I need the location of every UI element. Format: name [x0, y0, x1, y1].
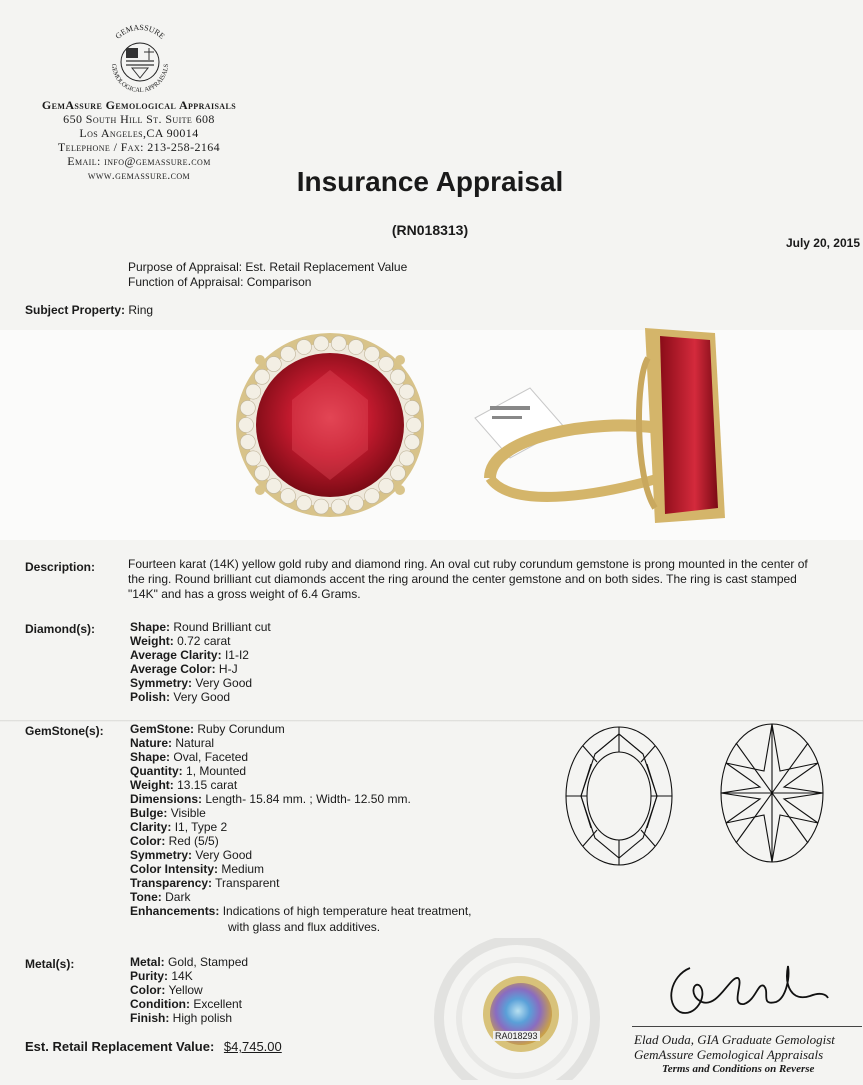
halo-diamond	[365, 346, 380, 361]
halo-diamond	[348, 495, 363, 510]
halo-diamond	[348, 340, 363, 355]
halo-diamond	[240, 435, 255, 450]
signer-company: GemAssure Gemological Appraisals	[634, 1047, 824, 1062]
signature	[660, 956, 830, 1026]
gemstone-label: GemStone(s):	[25, 724, 104, 738]
diamond-color: Average Color: H-J	[130, 662, 238, 676]
svg-text:GEMOLOGICAL APPRAISALS: GEMOLOGICAL APPRAISALS	[109, 63, 171, 95]
halo-diamond	[246, 451, 261, 466]
gemstone-color: Color: Red (5/5)	[130, 834, 219, 848]
company-website: www.gemassure.com	[87, 168, 191, 182]
company-logo	[98, 18, 182, 102]
description-label: Description:	[25, 560, 96, 574]
gemstone-details	[130, 722, 472, 934]
description-line-2: the ring. Round brilliant cut diamonds accent the ring around the center gemstone and on both sides. The ring is cast stamped	[128, 572, 797, 586]
description-line-3: "14K" and has a gross weight of 6.4 Grams.	[128, 587, 361, 601]
halo-diamond	[390, 369, 405, 384]
oval-facet-diagram-crown	[563, 724, 675, 869]
halo-diamond	[331, 336, 346, 351]
gemstone-color-intensity: Color Intensity: Medium	[130, 862, 265, 876]
gemstone-quantity: Quantity: 1, Mounted	[130, 764, 247, 778]
diamond-clarity: Average Clarity: I1-I2	[130, 648, 249, 662]
halo-diamond	[314, 336, 329, 351]
gemstone-symmetry: Symmetry: Very Good	[130, 848, 253, 862]
company-address-2: Los Angeles,CA 90014	[79, 126, 199, 140]
appraisal-number: (RN018313)	[391, 222, 469, 238]
halo-diamond	[399, 451, 414, 466]
metal-finish: Finish: High polish	[130, 1011, 233, 1025]
diamond-weight: Weight: 0.72 carat	[130, 634, 231, 648]
gemstone-weight: Weight: 13.15 carat	[130, 778, 238, 792]
diamond-shape: Shape: Round Brilliant cut	[130, 620, 271, 634]
halo-diamond	[240, 400, 255, 415]
metal-type: Metal: Gold, Stamped	[130, 955, 249, 969]
company-address-1: 650 South Hill St. Suite 608	[63, 112, 215, 126]
halo-diamond	[255, 466, 270, 481]
halo-diamond	[266, 478, 281, 493]
signer-name: Elad Ouda, GIA Graduate Gemologist	[634, 1032, 835, 1047]
metal-details	[130, 955, 248, 1025]
halo-diamond	[314, 499, 329, 514]
gemstone-clarity: Clarity: I1, Type 2	[130, 820, 228, 834]
purpose-of-appraisal: Purpose of Appraisal: Est. Retail Replacement Value	[128, 260, 408, 274]
diamond-details	[130, 620, 271, 704]
halo-diamond	[407, 418, 422, 433]
diamond-polish: Polish: Very Good	[130, 690, 231, 704]
company-name: GemAssure Gemological Appraisals	[41, 98, 237, 112]
halo-diamond	[399, 384, 414, 399]
metal-purity: Purity: 14K	[130, 969, 193, 983]
halo-diamond	[297, 495, 312, 510]
halo-diamond	[255, 369, 270, 384]
function-of-appraisal: Function of Appraisal: Comparison	[128, 275, 312, 289]
halo-diamond	[390, 466, 405, 481]
gemstone-bulge: Bulge: Visible	[130, 806, 206, 820]
halo-diamond	[379, 478, 394, 493]
halo-diamond	[331, 499, 346, 514]
diamonds-label: Diamond(s):	[25, 622, 95, 636]
halo-diamond	[297, 340, 312, 355]
hologram-code: RA018293	[495, 1031, 538, 1041]
company-email: Email: info@gemassure.com	[67, 154, 211, 168]
replacement-value-label: Est. Retail Replacement Value:	[25, 1039, 215, 1054]
metal-condition: Condition: Excellent	[130, 997, 243, 1011]
halo-diamond	[239, 418, 254, 433]
halo-diamond	[405, 435, 420, 450]
svg-text:GEMASSURE: GEMASSURE	[113, 22, 167, 41]
gemstone-transparency: Transparency: Transparent	[130, 876, 280, 890]
gemstone-type: GemStone: Ruby Corundum	[130, 722, 285, 736]
gemstone-enhancements: Enhancements: Indications of high temperature heat treatment,	[130, 904, 472, 918]
metal-color: Color: Yellow	[130, 983, 203, 997]
oval-facet-diagram-pavilion	[718, 721, 826, 866]
gemstone-shape: Shape: Oval, Faceted	[130, 750, 249, 764]
gemstone-tone: Tone: Dark	[130, 890, 191, 904]
gemstone-enhancements-line-2: with glass and flux additives.	[228, 920, 381, 934]
subject-property	[25, 303, 153, 317]
subject-property-label: Subject Property:	[25, 303, 126, 317]
halo-diamond	[281, 489, 296, 504]
halo-diamond	[266, 357, 281, 372]
gemstone-nature: Nature: Natural	[130, 736, 215, 750]
halo-diamond	[379, 357, 394, 372]
halo-diamond	[246, 384, 261, 399]
gemstone-dimensions: Dimensions: Length- 15.84 mm. ; Width- 12.50 mm.	[130, 792, 411, 806]
halo-diamond	[281, 346, 296, 361]
metals-label: Metal(s):	[25, 957, 75, 971]
halo-diamond	[405, 400, 420, 415]
ring-side-photo	[470, 318, 770, 533]
hologram-sticker	[481, 974, 561, 1054]
halo-diamond	[365, 489, 380, 504]
document-title: Insurance Appraisal	[296, 166, 564, 197]
subject-property-value: Ring	[128, 303, 154, 317]
diamond-symmetry: Symmetry: Very Good	[130, 676, 253, 690]
appraisal-date: July 20, 2015	[785, 236, 860, 250]
terms-note: Terms and Conditions on Reverse	[662, 1063, 815, 1075]
ring-front-photo	[228, 330, 433, 525]
replacement-value	[25, 1040, 282, 1054]
company-phone: Telephone / Fax: 213-258-2164	[57, 140, 221, 154]
replacement-value-amount: $4,745.00	[223, 1039, 282, 1054]
description-line-1: Fourteen karat (14K) yellow gold ruby and diamond ring. An oval cut ruby corundum gemstone is prong mounted in the center of	[128, 557, 808, 571]
